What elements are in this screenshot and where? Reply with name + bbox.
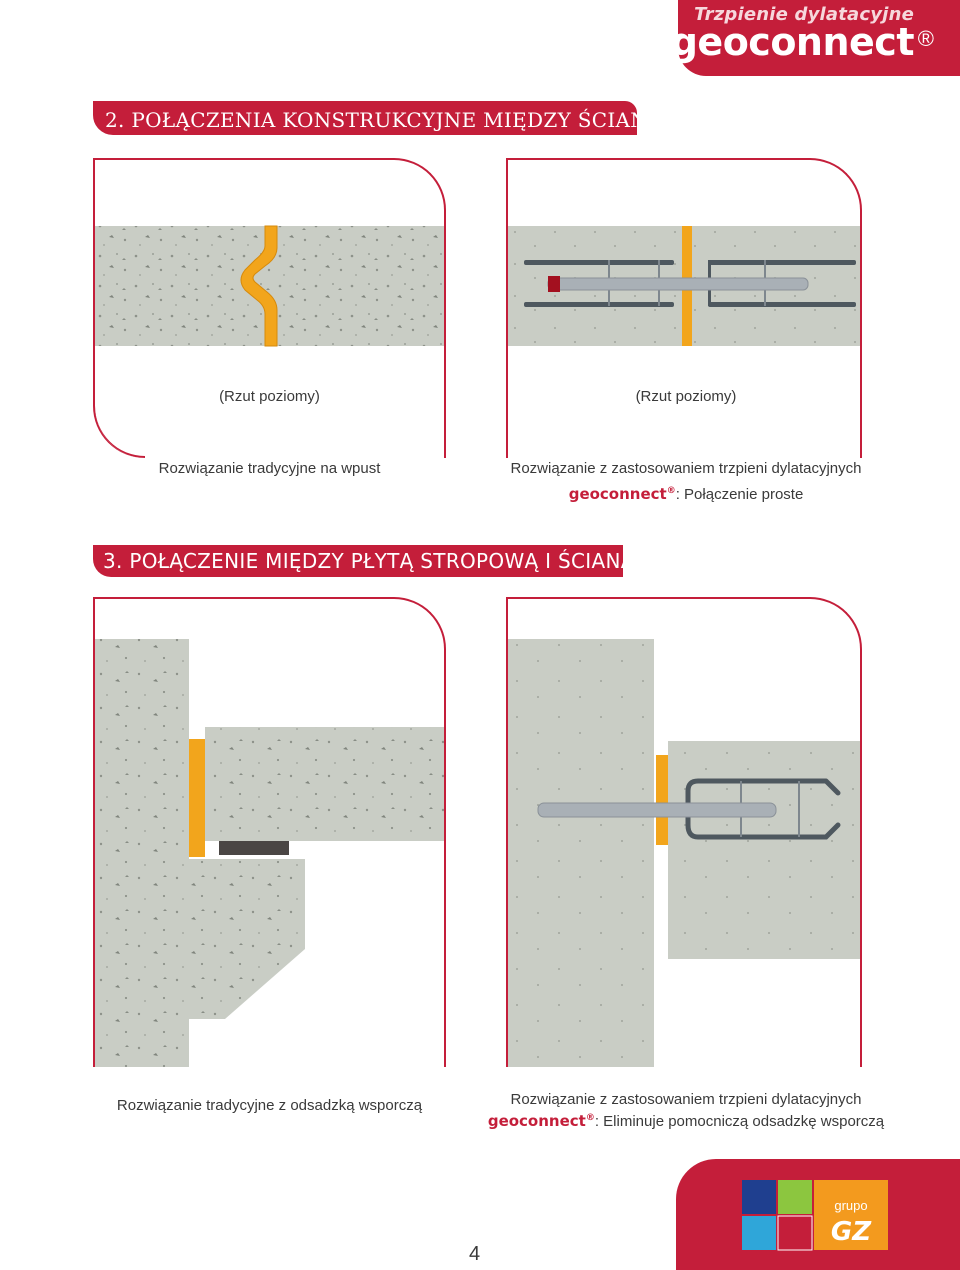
panel-dowel-no-corbel (506, 597, 862, 1067)
header-registered-mark: ® (917, 26, 934, 51)
panel-3-caption: Rozwiązanie tradycyjne z odsadzką wsporczą (116, 1097, 423, 1114)
header-tagline: Trzpienie dylatacyjne (694, 4, 914, 25)
dowel-plain-joint-drawing (508, 160, 862, 458)
page-number: 4 (469, 1243, 481, 1265)
tongue-joint-drawing (95, 160, 446, 458)
header-brand-badge (670, 0, 960, 76)
section-2-title: 2. POŁĄCZENIA KONSTRUKCYJNE MIĘDZY ŚCIANAMI (93, 101, 637, 135)
dowel-bar (538, 803, 776, 817)
panel-4-caption-reg: ® (585, 1113, 595, 1123)
panel-2-caption-line1: Rozwiązanie z zastosowaniem trzpieni dylatacyjnych (510, 460, 862, 477)
panel-2-caption-reg: ® (666, 486, 676, 496)
rebar (708, 302, 856, 307)
panel-2-caption-line2: : Połączenie proste (675, 486, 804, 503)
floor-slab (668, 741, 862, 959)
rebar (708, 260, 856, 265)
panel-4-caption-brand: geoconnect (487, 1112, 586, 1130)
panel-1-caption: Rozwiązanie tradycyjne na wpust (158, 460, 381, 477)
joint-strip (189, 739, 205, 857)
dowel-cap (548, 276, 560, 292)
panel-4-caption-line2: : Eliminuje pomocniczą odsadzkę wsporczą (594, 1113, 885, 1130)
panel-2-caption-brand: geoconnect (568, 485, 667, 503)
rebar (524, 260, 674, 265)
panel-2-caption (496, 458, 876, 506)
logo-word: grupo (834, 1198, 868, 1213)
grupo-gz-logo (742, 1180, 892, 1252)
panel-4-caption-line1: Rozwiązanie z zastosowaniem trzpieni dylatacyjnych (510, 1091, 862, 1108)
floor-slab (205, 727, 446, 841)
dowel-bar (548, 278, 808, 290)
bearing-pad (219, 841, 289, 855)
panel-traditional-corbel (93, 597, 446, 1067)
joint-strip (656, 755, 668, 845)
rebar (524, 302, 674, 307)
header-brand-logo: geoconnect (670, 20, 914, 64)
corbel-drawing (95, 599, 446, 1067)
panel-1-view-label: (Rzut poziomy) (219, 388, 320, 405)
logo-letters: GZ (830, 1217, 872, 1247)
wall (508, 639, 654, 1067)
section-3-title: 3. POŁĄCZENIE MIĘDZY PŁYTĄ STROPOWĄ I ŚCIANĄ (93, 545, 623, 577)
panel-4-caption (476, 1090, 896, 1131)
panel-traditional-tongue-joint (93, 158, 446, 458)
panel-dowel-plain-joint (506, 158, 862, 458)
panel-2-view-label: (Rzut poziomy) (635, 388, 737, 405)
dowel-slab-drawing (508, 599, 862, 1067)
